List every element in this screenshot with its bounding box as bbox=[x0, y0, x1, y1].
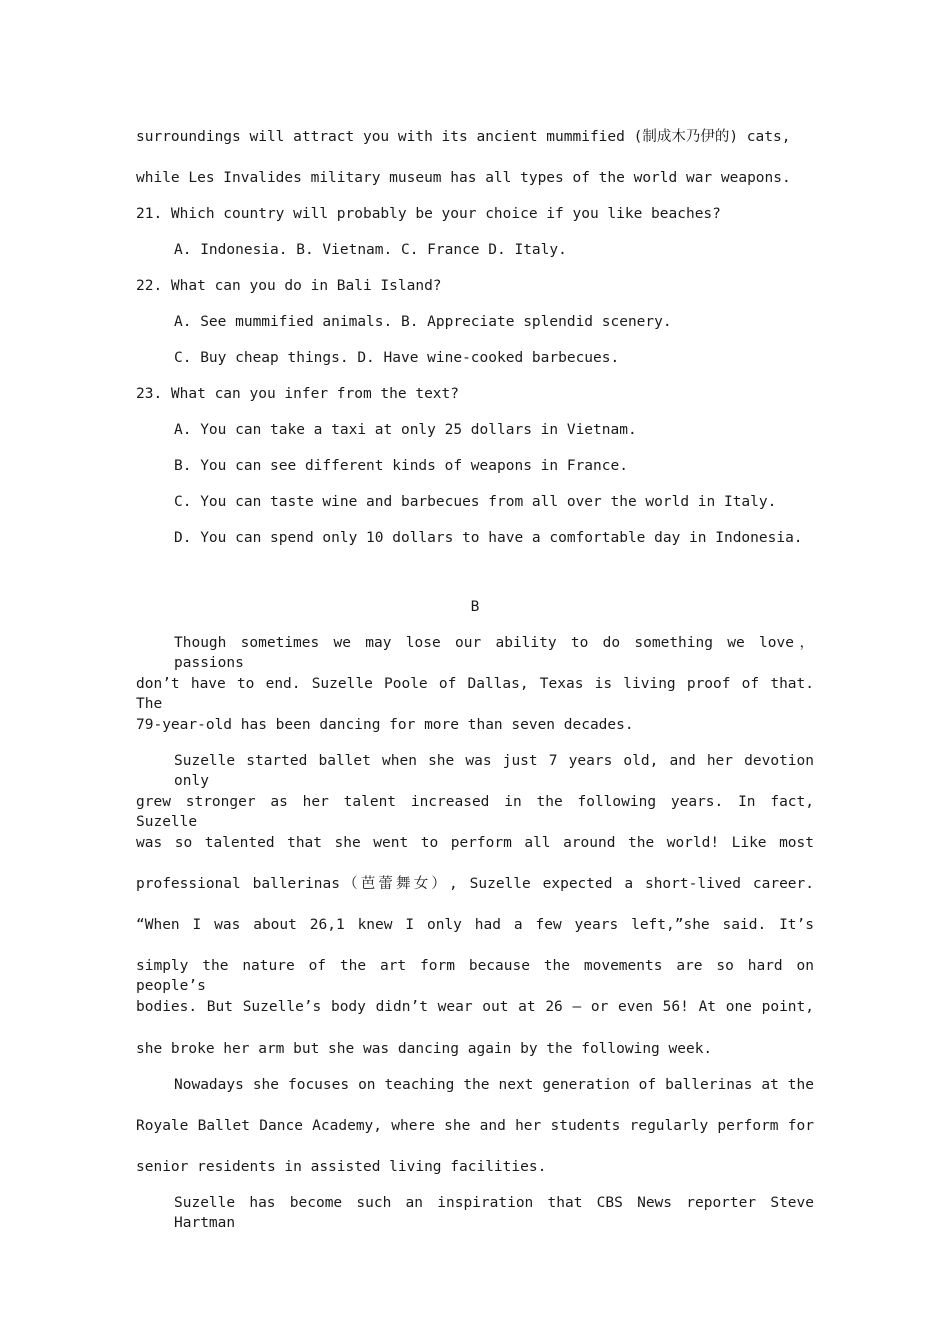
paragraph-line: Suzelle has become such an inspiration that CBS News reporter Steve Hartman bbox=[174, 1195, 814, 1231]
passage-a-line-1: surroundings will attract you with its ancient mummified (制成木乃伊的) cats, bbox=[136, 129, 791, 145]
paragraph-line: Suzelle started ballet when she was just 7 years old, and her devotion only bbox=[174, 753, 814, 789]
paragraph-line: “When I was about 26,1 knew I only had a few years left,”she said. It’s bbox=[136, 917, 814, 933]
paragraph-line: she broke her arm but she was dancing again by the following week. bbox=[136, 1041, 713, 1057]
question-23-option-b: B. You can see different kinds of weapons in France. bbox=[174, 458, 628, 474]
paragraph-line: simply the nature of the art form because the movements are so hard on people’s bbox=[136, 958, 814, 994]
question-21-options: A. Indonesia. B. Vietnam. C. France D. Italy. bbox=[174, 242, 567, 258]
passage-a-line-2: while Les Invalides military museum has all types of the world war weapons. bbox=[136, 170, 791, 186]
question-22-stem: 22. What can you do in Bali Island? bbox=[136, 278, 442, 294]
paragraph-line: Nowadays she focuses on teaching the next generation of ballerinas at the bbox=[174, 1077, 814, 1093]
paragraph-line: Though sometimes we may lose our ability to do something we love，passions bbox=[174, 635, 814, 671]
question-23-option-c: C. You can taste wine and barbecues from all over the world in Italy. bbox=[174, 494, 777, 510]
paragraph-line: senior residents in assisted living facilities. bbox=[136, 1159, 547, 1175]
paragraph-line: Royale Ballet Dance Academy, where she and her students regularly perform for bbox=[136, 1118, 814, 1134]
section-b-heading: B bbox=[470, 599, 480, 615]
question-23-option-d: D. You can spend only 10 dollars to have a comfortable day in Indonesia. bbox=[174, 530, 803, 546]
question-22-options-line-1: A. See mummified animals. B. Appreciate splendid scenery. bbox=[174, 314, 672, 330]
paragraph-line: grew stronger as her talent increased in the following years. In fact, Suzelle bbox=[136, 794, 814, 830]
question-23-option-a: A. You can take a taxi at only 25 dollars in Vietnam. bbox=[174, 422, 637, 438]
paragraph-line: don’t have to end. Suzelle Poole of Dallas, Texas is living proof of that. The bbox=[136, 676, 814, 712]
question-22-options-line-2: C. Buy cheap things. D. Have wine-cooked barbecues. bbox=[174, 350, 620, 366]
paragraph-line: bodies. But Suzelle’s body didn’t wear out at 26 — or even 56! At one point, bbox=[136, 999, 814, 1015]
question-21-stem: 21. Which country will probably be your choice if you like beaches? bbox=[136, 206, 721, 222]
question-23-stem: 23. What can you infer from the text? bbox=[136, 386, 460, 402]
paragraph-line: 79-year-old has been dancing for more than seven decades. bbox=[136, 717, 634, 733]
paragraph-line: professional ballerinas（芭蕾舞女）, Suzelle expected a short-lived career. bbox=[136, 876, 814, 892]
paragraph-line: was so talented that she went to perform all around the world! Like most bbox=[136, 835, 814, 851]
